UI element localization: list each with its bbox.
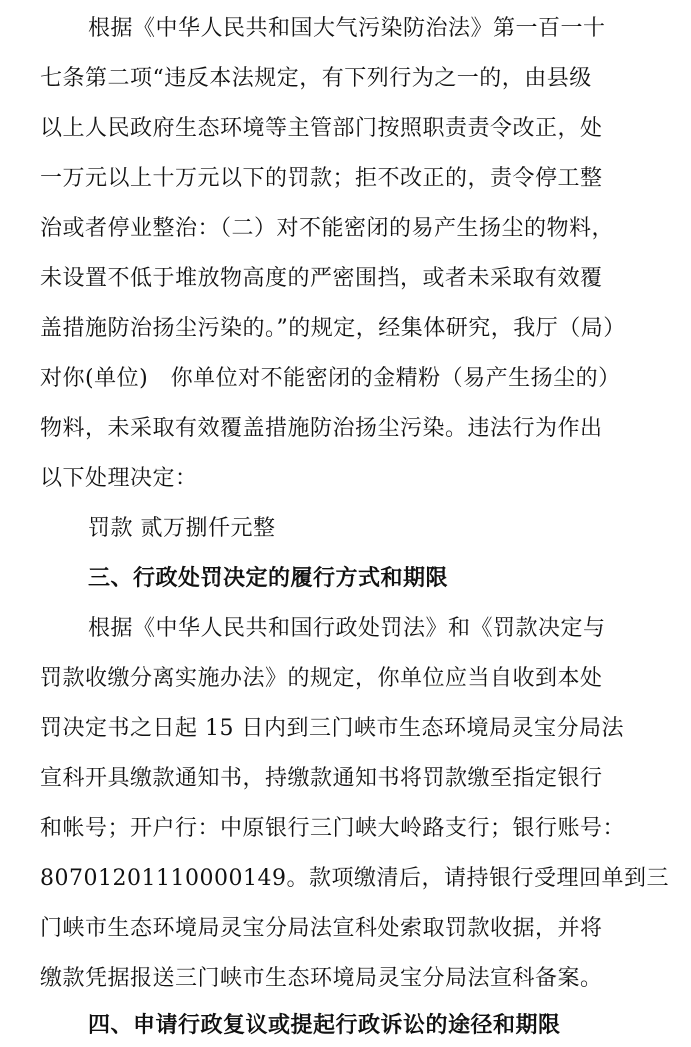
body-line: 80701201110000149。款项缴清后，请持银行受理回单到三: [40, 866, 669, 891]
section-four-heading: 四、申请行政复议或提起行政诉讼的途径和期限: [88, 1013, 561, 1038]
body-line: 缴款凭据报送三门峡市生态环境局灵宝分局法宣科备案。: [40, 966, 603, 991]
body-line: 罚决定书之日起 15 日内到三门峡市生态环境局灵宝分局法: [40, 716, 624, 741]
penalty-amount: 罚款 贰万捌仟元整: [88, 516, 276, 541]
body-line: 盖措施防治扬尘污染的。”的规定，经集体研究，我厅（局）: [40, 316, 626, 341]
body-line: 根据《中华人民共和国大气污染防治法》第一百一十: [88, 16, 606, 41]
body-line: 门峡市生态环境局灵宝分局法宣科处索取罚款收据，并将: [40, 916, 603, 941]
body-line: 根据《中华人民共和国行政处罚法》和《罚款决定与: [88, 616, 606, 641]
body-line: 一万元以上十万元以下的罚款；拒不改正的，责令停工整: [40, 166, 603, 191]
body-line: 七条第二项“违反本法规定，有下列行为之一的，由县级: [40, 66, 592, 91]
body-line: 物料，未采取有效覆盖措施防治扬尘污染。违法行为作出: [40, 416, 603, 441]
body-line: 对你(单位) 你单位对不能密闭的金精粉（易产生扬尘的）: [40, 366, 621, 391]
body-line: 未设置不低于堆放物高度的严密围挡，或者未采取有效覆: [40, 266, 603, 291]
body-line: 以上人民政府生态环境等主管部门按照职责责令改正，处: [40, 116, 603, 141]
body-line: 罚款收缴分离实施办法》的规定，你单位应当自收到本处: [40, 666, 603, 691]
body-line: 宣科开具缴款通知书，持缴款通知书将罚款缴至指定银行: [40, 766, 603, 791]
body-line: 以下处理决定：: [40, 466, 198, 491]
body-line: 和帐号；开户行：中原银行三门峡大岭路支行；银行账号：: [40, 816, 626, 841]
body-line: 治或者停业整治：（二）对不能密闭的易产生扬尘的物料，: [40, 216, 615, 241]
section-three-heading: 三、行政处罚决定的履行方式和期限: [88, 566, 449, 591]
